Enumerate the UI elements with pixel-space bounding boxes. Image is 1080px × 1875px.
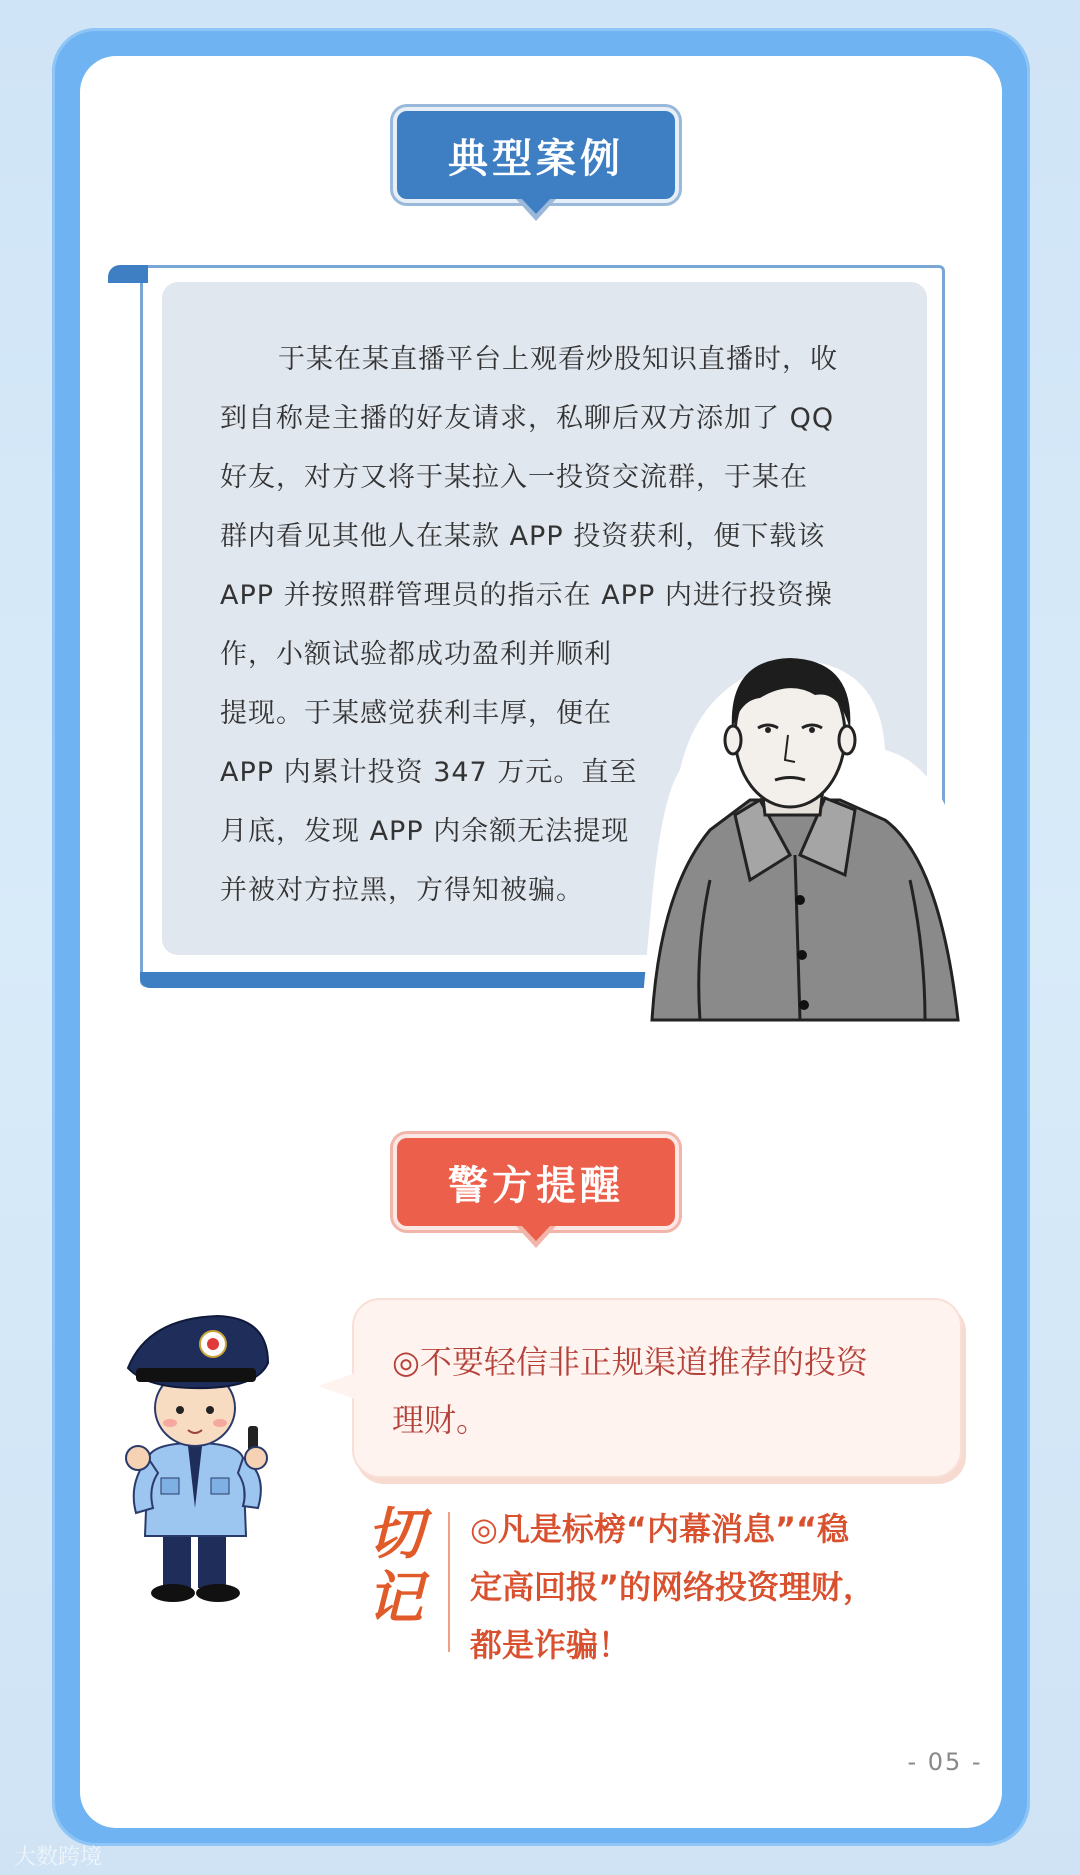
tip-two-line: 都是诈骗！ — [470, 1626, 631, 1664]
tip-one-line: 理财。 — [392, 1401, 489, 1439]
case-line: 到自称是主播的好友请求，私聊后双方添加了 QQ — [220, 403, 835, 434]
remember-label: 切记 — [367, 1501, 423, 1631]
speech-bubble-tail — [318, 1372, 358, 1400]
victim-illustration — [640, 620, 975, 1030]
case-line: 提现。于某感觉获利丰厚，便在 — [220, 698, 612, 729]
police-title-badge — [393, 1134, 679, 1230]
tip-one-line: ◎不要轻信非正规渠道推荐的投资 — [392, 1343, 868, 1381]
scroll-curl-top — [108, 265, 148, 283]
tip-two-line: ◎凡是标榜“内幕消息”“稳 — [470, 1510, 850, 1548]
police-title: 警方提醒 — [448, 1161, 624, 1209]
case-line: 群内看见其他人在某款 APP 投资获利，便下载该 — [220, 521, 826, 552]
case-line: 作，小额试验都成功盈利并顺利 — [220, 639, 612, 670]
tip-two-line: 定高回报”的网络投资理财， — [470, 1568, 876, 1606]
watermark: 大数跨境 — [14, 1845, 103, 1870]
tip-two — [470, 1500, 990, 1674]
case-line: APP 并按照群管理员的指示在 APP 内进行投资操 — [220, 580, 833, 611]
divider-line — [448, 1512, 450, 1652]
tip-one — [392, 1333, 952, 1449]
case-title: 典型案例 — [448, 134, 624, 182]
case-line: 月底，发现 APP 内余额无法提现 — [220, 816, 630, 847]
case-line: 好友，对方又将于某拉入一投资交流群，于某在 — [220, 462, 808, 493]
case-title-badge — [393, 107, 679, 203]
case-line: APP 内累计投资 347 万元。直至 — [220, 757, 638, 788]
page-number: - 05 - — [907, 1748, 983, 1776]
case-line: 于某在某直播平台上观看炒股知识直播时，收 — [278, 344, 838, 375]
case-line: 并被对方拉黑，方得知被骗。 — [220, 875, 584, 906]
police-officer-illustration — [108, 1308, 283, 1603]
